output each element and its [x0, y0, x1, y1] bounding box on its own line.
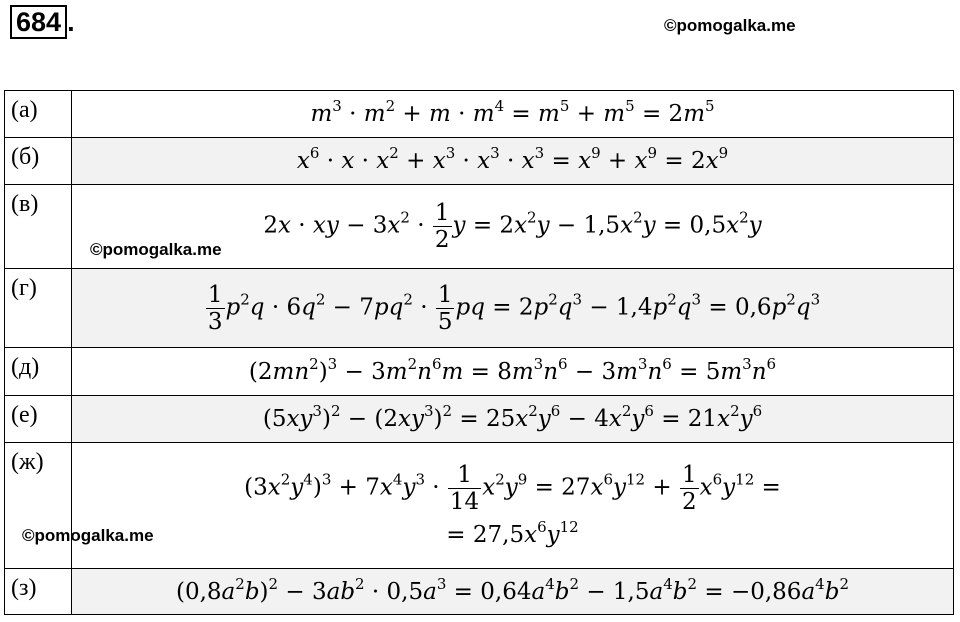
watermark-row-zh: ©pomogalka.me	[22, 526, 154, 545]
row-label: (д)	[5, 348, 72, 396]
solutions-table	[4, 90, 954, 615]
table-row	[5, 91, 954, 138]
table-row	[5, 348, 954, 396]
table-row	[5, 269, 954, 348]
row-label: (б)	[5, 138, 72, 185]
row-label: (з)	[5, 569, 72, 615]
table-row	[5, 396, 954, 443]
formula-d: $(2mn^2)^3 - 3m^2n^6m = 8m^3n^6 - 3m^3n^6 = 5m^3n^6$	[72, 348, 954, 396]
problem-number-box: 684	[10, 5, 67, 39]
formula-a: $m^3 \cdot m^2 + m \cdot m^4 = m^5 + m^5 = 2m^5$	[72, 91, 954, 138]
row-label: (а)	[5, 91, 72, 138]
formula-e: $(5xy^3)^2 - (2xy^3)^2 = 25x^2y^6 - 4x^2y^6 = 21x^2y^6$	[72, 396, 954, 443]
formula-g: $\frac{1}{3}$ $p^2q \cdot 6q^2 - 7pq^2$ · $\frac{1}{5}$ pq = $2p^2q^3 - 1,4p^2q^3 = 0,6p^2q^3$	[72, 269, 954, 348]
problem-number	[10, 5, 75, 39]
row-label: (в)	[5, 185, 72, 269]
formula-v: 2x · xy − $3x^2$ · $\frac{1}{2}$ $y = 2x^2y - 1,5x^2y = 0,5x^2y$	[72, 185, 954, 269]
row-label: (е)	[5, 396, 72, 443]
watermark-header: ©pomogalka.me	[664, 16, 796, 35]
table-row	[5, 443, 954, 569]
row-label: (ж)	[5, 443, 72, 569]
table-row	[5, 569, 954, 615]
problem-number-suffix: .	[67, 7, 75, 37]
row-label: (г)	[5, 269, 72, 348]
table-row	[5, 138, 954, 185]
formula-b: $x^6 \cdot x \cdot x^2 + x^3 \cdot x^3 \cdot x^3 = x^9 + x^9 = 2x^9$	[72, 138, 954, 185]
formula-z: $(0,8a^2b)^2 - 3ab^2 \cdot 0,5a^3 = 0,64a^4b^2 - 1,5a^4b^2 = -0,86a^4b^2$	[72, 569, 954, 615]
watermark-row-v: ©pomogalka.me	[90, 240, 222, 259]
formula-zh: $(3x^2y^4)^3 + 7x^4y^3$ · $\frac{1}{14}$ $x^2y^9 = 27x^6y^{12}$ + $\frac{1}{2}$ $x^6y^{12}$ = = $27,5x^6y^{12}$	[72, 443, 954, 569]
table-row	[5, 185, 954, 269]
